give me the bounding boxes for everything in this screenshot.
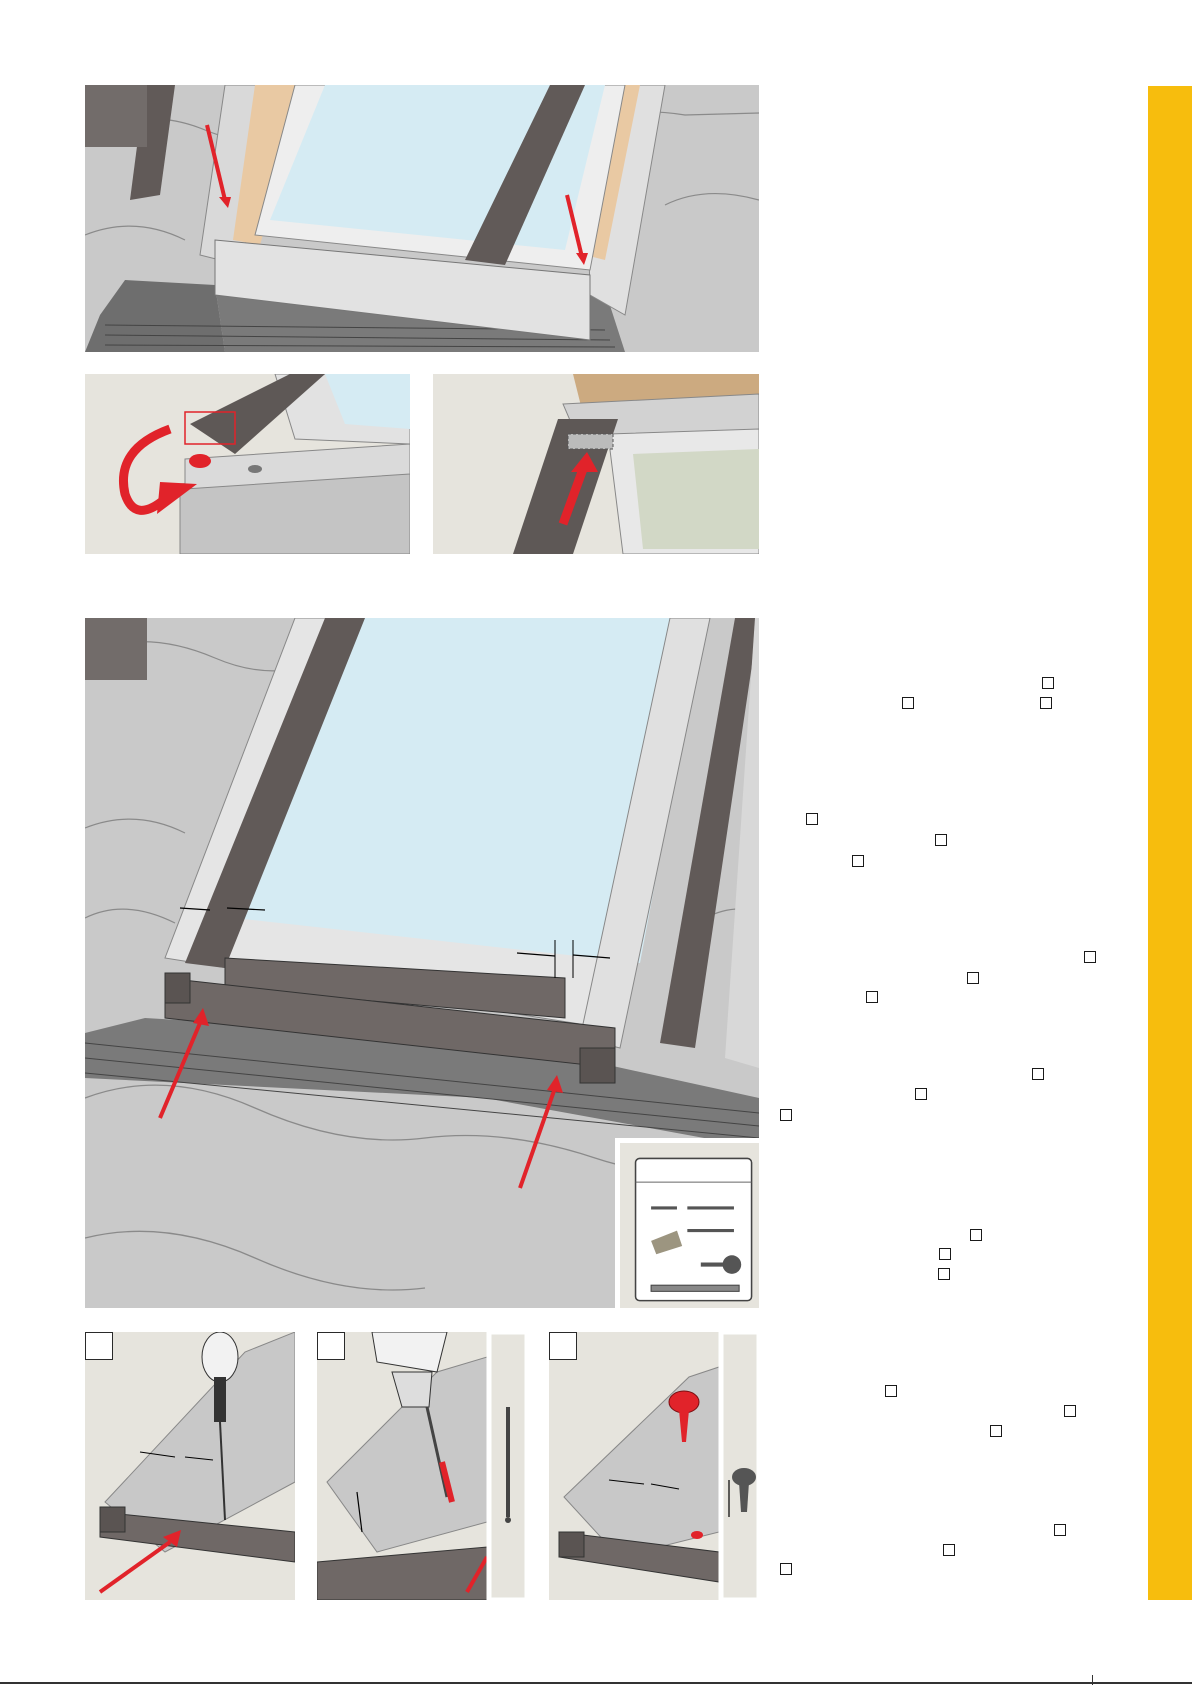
checkbox-marker-icon	[1032, 1068, 1044, 1080]
sub-step-box-icon	[85, 1332, 113, 1360]
illustration-top-window-side-covers	[85, 85, 759, 352]
illustration-sub-step-screw	[549, 1332, 759, 1600]
checkbox-marker-icon	[970, 1229, 982, 1241]
checkbox-marker-icon	[902, 697, 914, 709]
checkbox-marker-icon	[1064, 1405, 1076, 1417]
checkbox-marker-icon	[885, 1385, 897, 1397]
illustration-sub-step-drill	[317, 1332, 527, 1600]
screw-bag-icon	[620, 1143, 759, 1308]
checkbox-marker-icon	[780, 1109, 792, 1121]
checkbox-marker-icon	[967, 972, 979, 984]
checkbox-marker-icon	[1084, 951, 1096, 963]
sub-step-box-icon	[317, 1332, 345, 1360]
checkbox-marker-icon	[806, 813, 818, 825]
checkbox-marker-icon	[935, 834, 947, 846]
step-number-box-icon	[85, 85, 147, 147]
checkbox-marker-icon	[939, 1248, 951, 1260]
bottom-rule	[0, 1682, 1192, 1684]
accent-side-bar	[1148, 86, 1192, 1600]
checkbox-marker-icon	[780, 1563, 792, 1575]
checkbox-marker-icon	[943, 1544, 955, 1556]
checkbox-marker-icon	[938, 1268, 950, 1280]
checkbox-marker-icon	[990, 1425, 1002, 1437]
screw-bag-inset	[615, 1138, 759, 1308]
checkbox-marker-icon	[1054, 1524, 1066, 1536]
illustration-detail-cover-clip	[85, 374, 410, 554]
step-number-box-icon	[85, 618, 147, 680]
illustration-bottom-flashing-install	[85, 618, 759, 1308]
illustration-sub-step-screwdriver	[85, 1332, 295, 1600]
checkbox-marker-icon	[852, 855, 864, 867]
checkbox-marker-icon	[866, 991, 878, 1003]
checkbox-marker-icon	[915, 1088, 927, 1100]
sub-step-box-icon	[549, 1332, 577, 1360]
bottom-rule-tick	[1092, 1675, 1093, 1685]
illustration-detail-slide-cover	[433, 374, 759, 554]
checkbox-marker-icon	[1040, 697, 1052, 709]
checkbox-marker-icon	[1042, 677, 1054, 689]
